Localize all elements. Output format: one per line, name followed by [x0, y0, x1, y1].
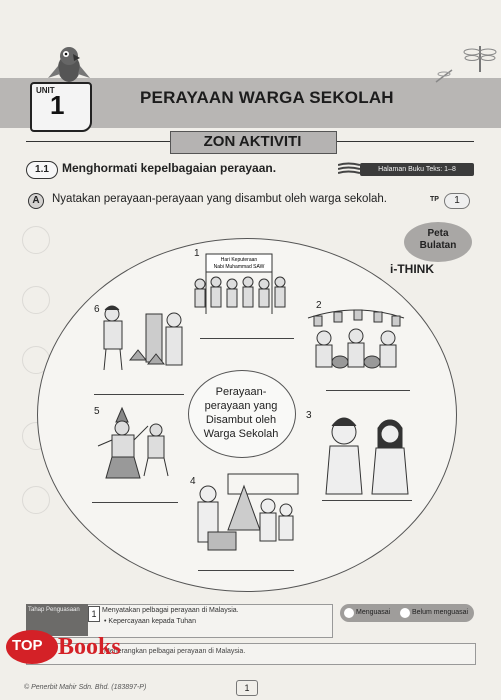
answer-line-1 [200, 338, 294, 339]
status-not-mastered-label: Belum menguasai [412, 609, 469, 616]
tp-value: 1 [444, 193, 470, 209]
svg-text:Nabi Muhammad SAW: Nabi Muhammad SAW [213, 264, 265, 270]
item-number-6: 6 [94, 304, 100, 315]
circle-map-center-text: Perayaan- perayaan yang Disambut oleh Warga Sekolah [203, 386, 279, 440]
tahap-number: 1 [88, 606, 100, 622]
svg-text:Hari Keputeraan: Hari Keputeraan [220, 257, 258, 263]
radio-menguasai[interactable] [344, 608, 354, 618]
status-mastered-label: Menguasai [356, 609, 391, 616]
section-title: Menghormati kepelbagaian perayaan. [62, 161, 277, 175]
answer-line-4 [198, 570, 294, 571]
unit-number: 1 [50, 90, 65, 120]
item-number-3: 3 [306, 410, 312, 421]
peta-bulatan-text: Peta Bulatan [419, 228, 457, 251]
mastery-row-2-text: Menerangkan pelbagai perayaan di Malaysia. [104, 648, 246, 655]
answer-line-2 [326, 390, 410, 391]
illustration-krismas [188, 470, 300, 556]
item-number-2: 2 [316, 300, 322, 311]
answer-line-5 [92, 502, 178, 503]
item-number-4: 4 [190, 476, 196, 487]
tp-label: TP [430, 196, 439, 203]
dragonfly-small-icon [432, 66, 456, 86]
radio-belum-menguasai[interactable] [400, 608, 410, 618]
bleed-icon [22, 486, 50, 514]
dragonfly-icon [462, 40, 498, 76]
bleed-icon [22, 226, 50, 254]
page-number: 1 [236, 680, 258, 696]
unit-title: PERAYAAN WARGA SEKOLAH [140, 88, 394, 107]
activity-letter: A [28, 193, 44, 209]
zone-title: ZON AKTIVITI [203, 133, 302, 150]
textbook-stripes-icon [338, 162, 360, 176]
ithink-label: i-THINK [390, 262, 434, 276]
answer-line-6 [94, 394, 184, 395]
section-number: 1.1 [26, 161, 58, 179]
topbooks-logo-top: TOP [12, 637, 43, 654]
illustration-gawai [88, 406, 180, 482]
item-number-5: 5 [94, 406, 100, 417]
illustration-deepavali [316, 408, 420, 496]
mastery-desc: Menyatakan pelbagai perayaan di Malaysia. [102, 607, 239, 614]
tahap-label: Tahap Penguasaan [28, 607, 80, 613]
copyright: © Penerbit Mahir Sdn. Bhd. (183897-P) [24, 684, 147, 691]
illustration-maulidur-rasul [186, 250, 296, 316]
topbooks-logo-books: Books [58, 634, 121, 660]
parrot-mascot-icon [44, 44, 94, 86]
bleed-icon [22, 286, 50, 314]
mastery-bullet: • Kepercayaan kepada Tuhan [104, 618, 196, 625]
textbook-reference: Halaman Buku Teks: 1–8 [360, 163, 474, 176]
unit-label: UNIT [36, 86, 55, 95]
activity-instruction: Nyatakan perayaan-perayaan yang disambut oleh warga sekolah. [52, 193, 387, 205]
item-number-1: 1 [194, 248, 200, 259]
illustration-tahun-baru-cina [304, 292, 408, 378]
illustration-hari-raya [92, 300, 192, 376]
answer-line-3 [322, 500, 412, 501]
